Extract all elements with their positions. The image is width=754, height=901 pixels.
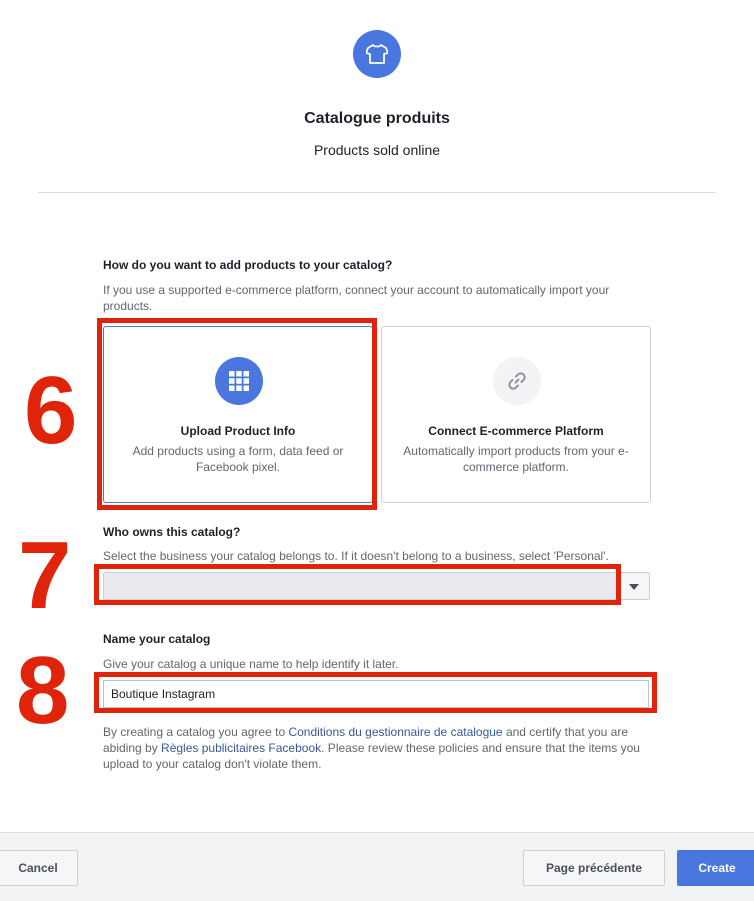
catalog-terms-link[interactable]: Conditions du gestionnaire de catalogue: [288, 725, 503, 739]
annotation-box-6: [97, 318, 377, 510]
connect-ecommerce-option[interactable]: [381, 326, 651, 503]
cancel-button[interactable]: Cancel: [0, 850, 78, 886]
caret-down-icon: [629, 577, 639, 595]
annotation-box-7: [94, 564, 621, 605]
tshirt-icon: [353, 30, 401, 78]
option-description: Add products using a form, data feed or Facebook pixel.: [132, 444, 344, 474]
page-subtitle: Products sold online: [313, 142, 441, 158]
method-section-description: If you use a supported e-commerce platform, connect your account to automatically import your products.: [103, 283, 610, 313]
method-section-title: How do you want to add products to your catalog?: [103, 258, 393, 272]
footer-bar: [0, 832, 754, 901]
name-section-description: Give your catalog a unique name to help identify it later.: [103, 657, 399, 671]
option-title: Connect E-commerce Platform: [428, 424, 604, 438]
option-title: Upload Product Info: [180, 424, 296, 438]
legal-text: By creating a catalog you agree to Conditions du gestionnaire de catalogue and certify that you are abiding by Règles publicitaires Facebook. Please review these policies and ensure that the items you upload to your catalog don't violate them.: [103, 725, 640, 771]
annotation-number-7: 7: [18, 522, 72, 629]
name-section-title: Name your catalog: [103, 632, 211, 646]
select-dropdown-button[interactable]: [618, 572, 650, 600]
ad-policies-link[interactable]: Règles publicitaires Facebook: [161, 741, 322, 755]
create-button[interactable]: Create: [677, 850, 754, 886]
owner-section-description: Select the business your catalog belongs to. If it doesn't belong to a business, select 'Personal'.: [103, 549, 609, 563]
option-description: Automatically import products from your e-commerce platform.: [403, 444, 629, 474]
annotation-number-8: 8: [16, 637, 70, 744]
page-title: Catalogue produits: [304, 110, 450, 127]
previous-page-button[interactable]: Page précédente: [523, 850, 665, 886]
annotation-box-8: [94, 672, 657, 713]
link-icon: [493, 357, 541, 405]
annotation-number-6: 6: [24, 357, 78, 464]
divider: [38, 192, 716, 193]
owner-section-title: Who owns this catalog?: [103, 525, 241, 539]
